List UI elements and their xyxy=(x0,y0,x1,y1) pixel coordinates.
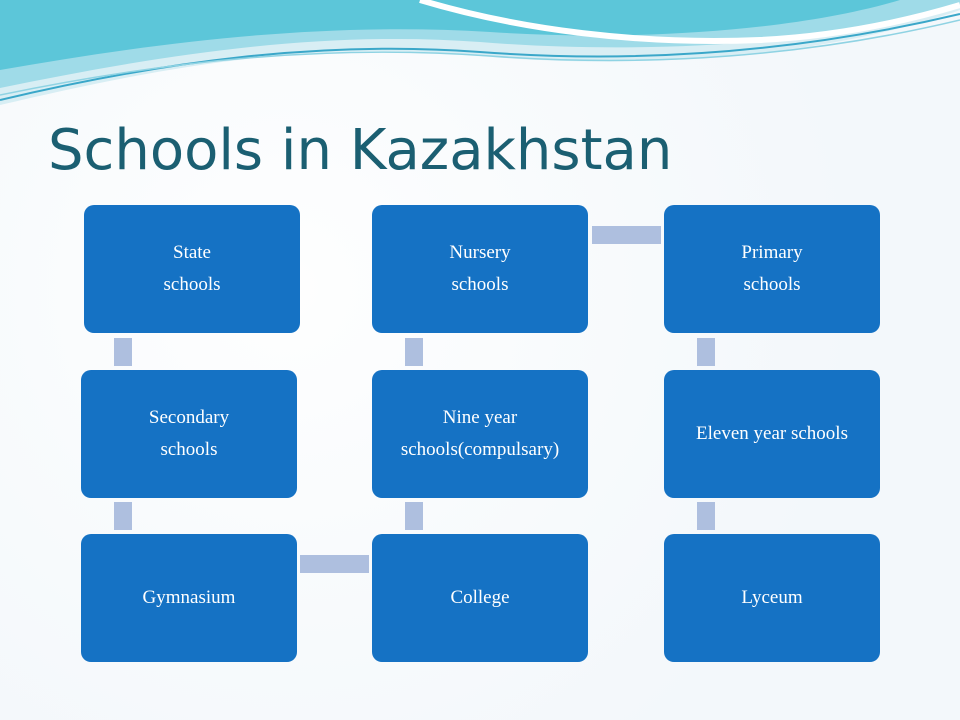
box-secondary-schools xyxy=(81,370,297,498)
connector-nursery-primary xyxy=(592,226,661,244)
box-label: State schools xyxy=(163,242,221,295)
box-eleven-year-schools xyxy=(664,370,880,498)
connector-elevenyear-lyceum xyxy=(697,502,715,530)
box-college xyxy=(372,534,588,662)
box-gymnasium xyxy=(81,534,297,662)
connector-gymnasium-college xyxy=(300,555,369,573)
slide-title: Schools in Kazakhstan xyxy=(48,118,673,183)
box-label: Nine year schools(compulsary) xyxy=(400,407,560,460)
connector-secondary-gymnasium xyxy=(114,502,132,530)
box-label: Lyceum xyxy=(741,587,803,608)
connector-nineyear-college xyxy=(405,502,423,530)
connector-primary-elevenyear xyxy=(697,338,715,366)
box-label: Primary schools xyxy=(741,242,803,295)
box-label: Gymnasium xyxy=(142,587,236,608)
box-label: Secondary schools xyxy=(148,407,230,460)
box-lyceum xyxy=(664,534,880,662)
connector-state-secondary xyxy=(114,338,132,366)
box-nursery-schools xyxy=(372,205,588,333)
box-nine-year-schools xyxy=(372,370,588,498)
decorative-wave xyxy=(0,0,960,120)
connector-nursery-nineyear xyxy=(405,338,423,366)
box-primary-schools xyxy=(664,205,880,333)
box-state-schools xyxy=(84,205,300,333)
box-label: Nursery schools xyxy=(449,242,511,295)
box-label: Eleven year schools xyxy=(696,423,848,444)
box-label: College xyxy=(450,587,510,608)
